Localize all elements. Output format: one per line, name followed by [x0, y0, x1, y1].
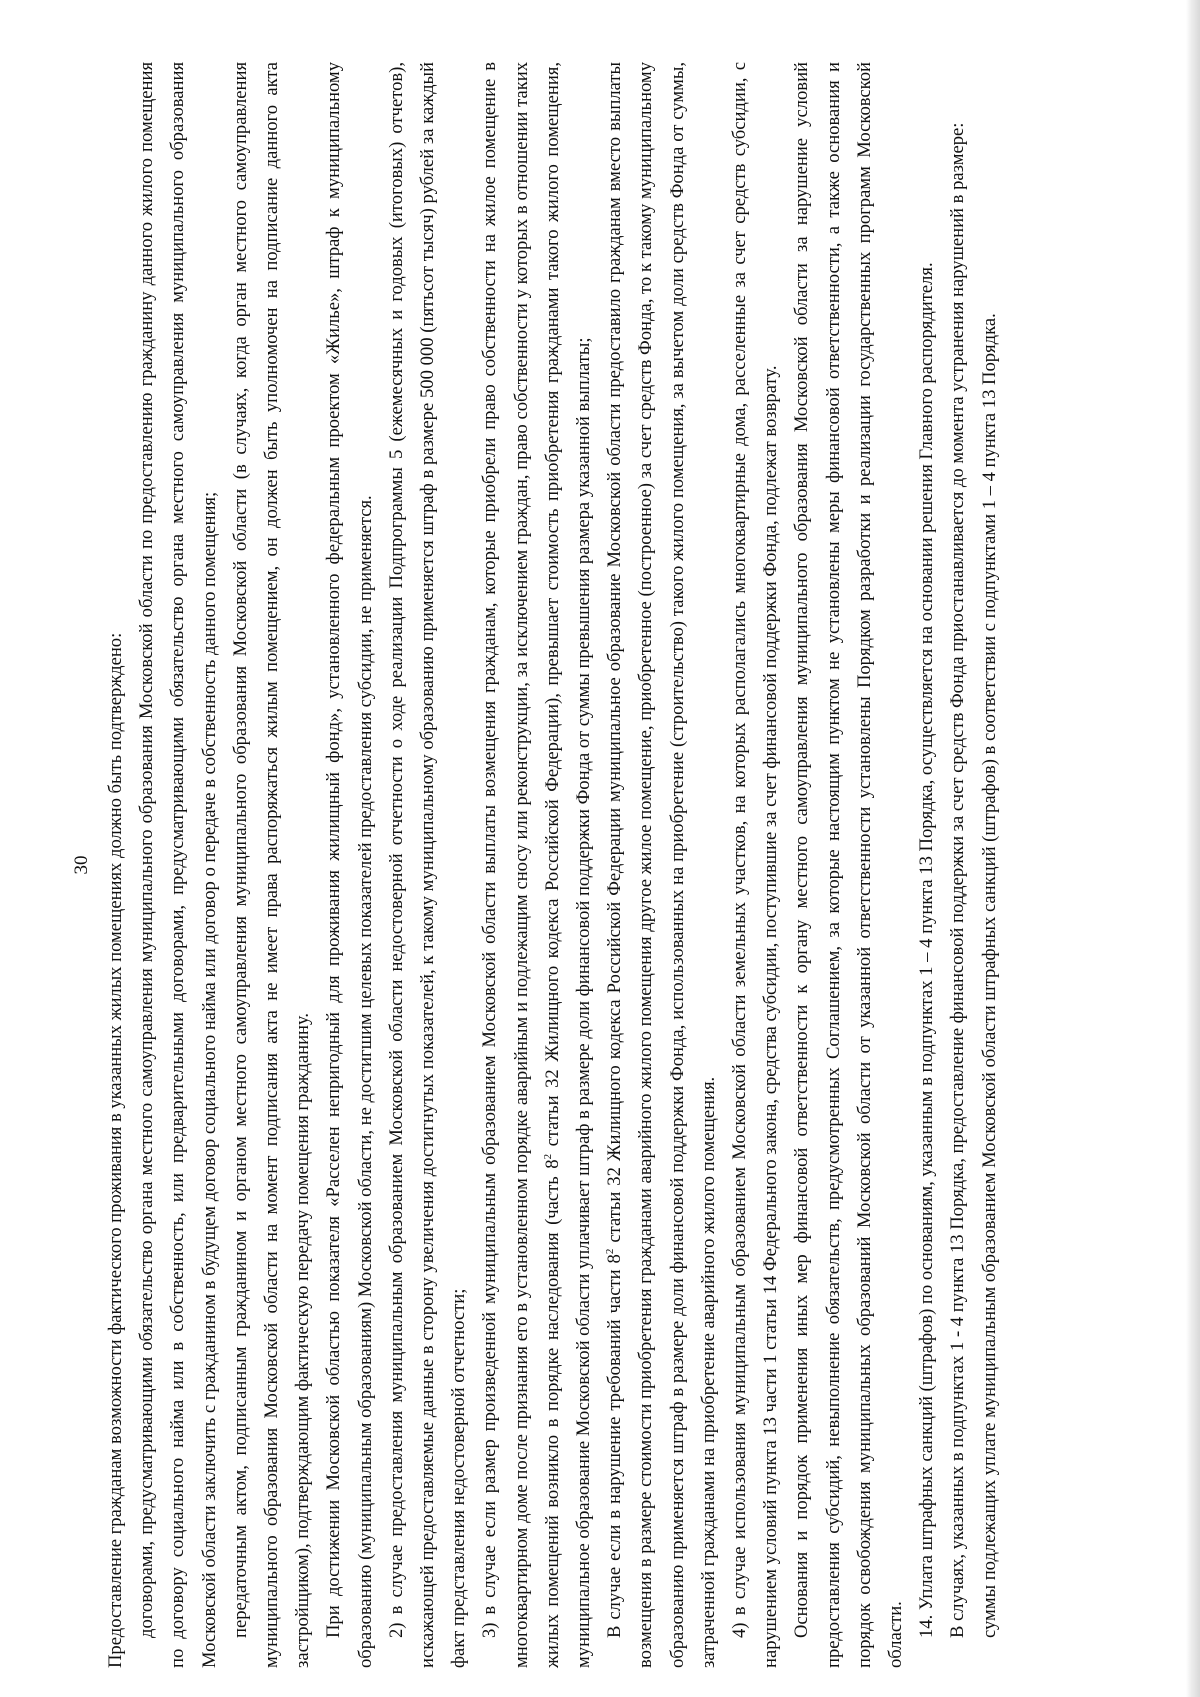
violation-text: В случае если в нарушение требований части 8 — [604, 1254, 626, 1638]
document-body — [100, 62, 1005, 1668]
scan-edge-shadow — [1186, 0, 1200, 1697]
page-number: 30 — [71, 855, 92, 875]
violation-continuation: статьи 32 Жилищного кодекса Российской Федерации муниципальное образование Московской области предоставило гражданам вместо выплаты возмещения в размере стоимости приобретения гражданами аварийного жилого помещения другое жилое помещение, приобретенное (построенное) за счет средств Фонда, то к такому муниципальному образованию применяется штраф в размере доли финансовой поддержки Фонда, использованных на приобретение (строительство) такого жилого помещения, за вычетом доли средств Фонда от суммы, затраченной гражданами на приобретение аварийного жилого помещения. — [604, 62, 719, 1668]
paragraph-14: 14. Уплата штрафных санкций (штрафов) по основаниям, указанным в подпунктах 1 – 4 пункта 13 Порядка, осуществляется на основании решения Главного распорядителя. — [916, 262, 938, 1638]
paragraph-target-indicator: При достижении Московской областью показателя «Расселен непригодный для проживания жилищный фонд», установленного федеральным проектом «Жилье», штраф к муниципальному образованию (муниципальным образованиям) Московской области, не достигшим целевых показателей предоставления субсидии, не применяется. — [323, 62, 376, 1668]
paragraph-violation — [599, 62, 724, 1668]
paragraph-other-measures: Основания и порядок применения иных мер финансовой ответственности к органу местного самоуправления муниципального образования Московской области за нарушение условий предоставления субсидий, невыполнение обязательств, предусмотренных Соглашением, за которые настоящим пунктом не установлены меры финансовой ответственности, а также основания и порядок освобождения муниципальных образований Московской области от указанной ответственности установлены Порядком разработки и реализации государственных программ Московской области. — [791, 62, 907, 1668]
paragraph-transfer-act: передаточным актом, подписанным гражданином и органом местного самоуправления муниципального образования Московской области (в случаях, когда орган местного самоуправления муниципального образования Московской области на момент подписания акта не имеет права распоряжаться жилым помещением, он должен быть уполномочен на подписание данного акта застройщиком), подтверждающим фактическую передачу помещения гражданину. — [229, 62, 314, 1668]
paragraph-item-2: 2) в случае предоставления муниципальным образованием Московской области недостоверной отчетности о ходе реализации Подпрограммы 5 (ежемесячных и годовых (итоговых) отчетов), искажающей предоставляемые данные в сторону увеличения достигнутых показателей, к такому муниципальному образованию применяется штраф в размере 500 000 (пятьсот тысяч) рублей за каждый факт представления недостоверной отчетности; — [385, 62, 470, 1668]
paragraph-sums: суммы подлежащих уплате муниципальным образованием Московской области штрафных санкций (штрафов) в соответствии с подпунктами 1 – 4 пункта 13 Порядка. — [978, 313, 1000, 1638]
paragraph-suspension: В случаях, указанных в подпунктах 1 - 4 пункта 13 Порядка, предоставление финансовой поддержки за счет средств Фонда приостанавливается до момента устранения нарушений в размере: — [947, 122, 969, 1638]
paragraph-item-4: 4) в случае использования муниципальным образованием Московской области земельных участков, на которых располагались многоквартирные дома, расселенные за счет средств субсидии, с нарушением условий пункта 13 части 1 статьи 14 Федерального закона, средства субсидии, поступившие за счет финансовой поддержки Фонда, подлежат возврату. — [729, 62, 782, 1668]
superscript-2: 2 — [604, 1248, 617, 1255]
superscript-1: 2 — [541, 1153, 554, 1160]
paragraph-intro: Предоставление гражданам возможности фактического проживания в указанных жилых помещениях должно быть подтверждено: — [105, 632, 126, 1668]
document-page — [68, 40, 1148, 1690]
paragraph-contracts: договорами, предусматривающими обязательство органа местного самоуправления муниципального образования Московской области по предоставлению гражданину данного жилого помещения по договору социального найма или в собственность, или предварительными договорами, предусматривающими обязательство органа местного самоуправления муниципального образования Московской области заключить с гражданином в будущем договор социального найма или договор о передаче в собственность данного помещения; — [136, 62, 220, 1668]
paragraph-item-3 — [474, 62, 599, 1668]
item-3-continuation: статьи 32 Жилищного кодекса Российской Федерации), превышает стоимость приобретения гражданами такого жилого помещения, муниципальное образование Московской области уплачивает штраф в размере доли финансовой поддержки Фонда от суммы превышения размера указанной выплаты; — [541, 62, 595, 1668]
item-3-text: 3) в случае если размер произведенной муниципальным образованием Московской области выплаты возмещения гражданам, которые приобрели право собственности на жилое помещение в многоквартирном доме после признания его в установленном порядке аварийным и подлежащим сносу или реконструкции, за исключением граждан, право собственности у которых в отношении таких жилых помещений возникло в порядке наследования (часть 8 — [479, 62, 563, 1668]
